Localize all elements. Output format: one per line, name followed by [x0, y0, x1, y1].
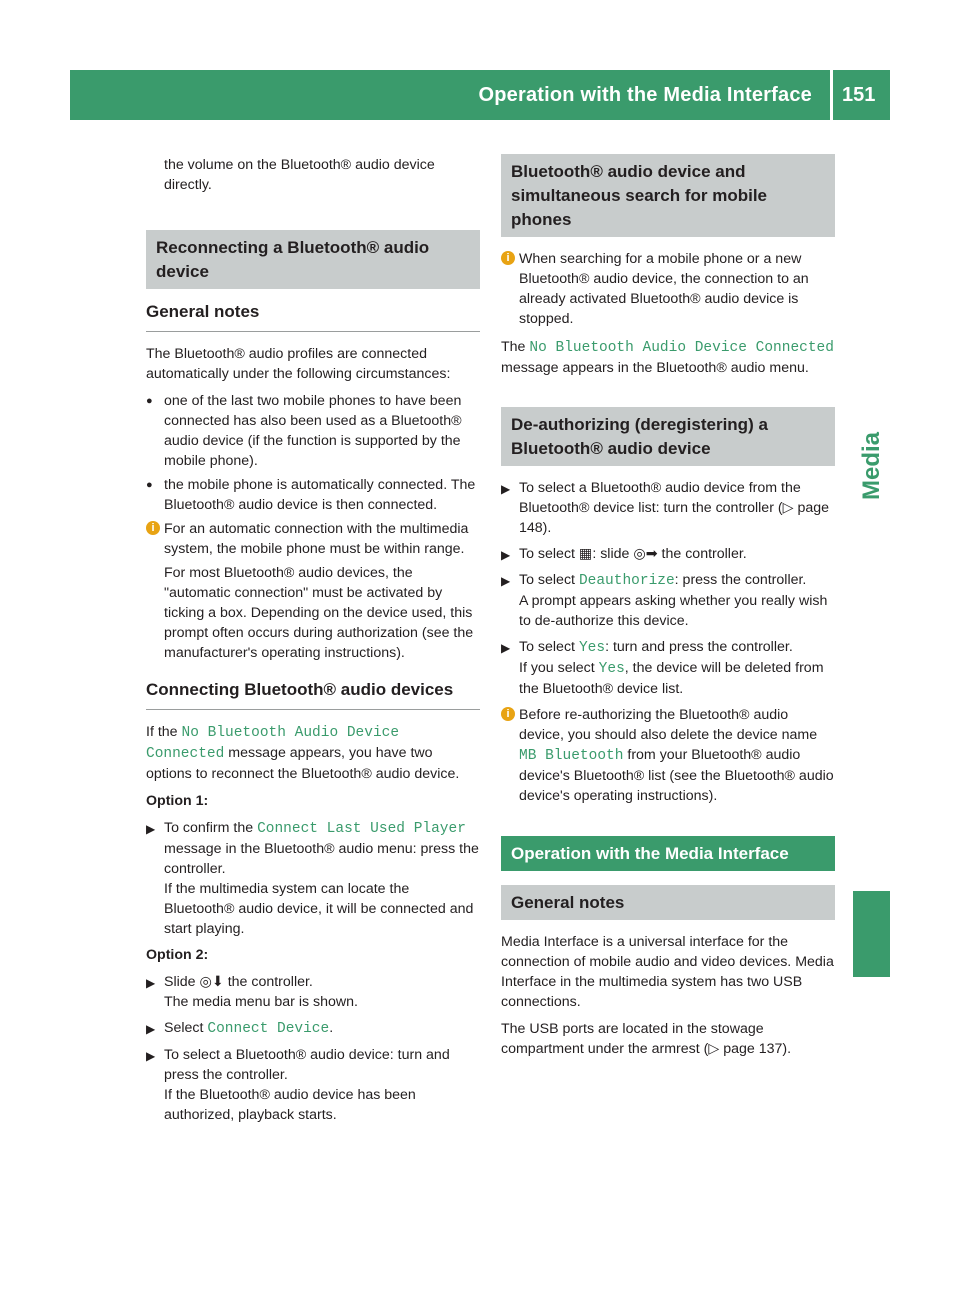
- step-result: [519, 658, 835, 699]
- step-item: [146, 972, 480, 1012]
- header-divider: [830, 70, 833, 120]
- subhead-general-notes: General notes: [146, 301, 480, 332]
- text-fragment: Before re-authorizing the Bluetooth® audio device, you should also delete the device name: [519, 707, 818, 743]
- option-label: Option 1:: [146, 793, 209, 809]
- section-deauthorizing: De-authorizing (deregistering) a Bluetooth® audio device: [501, 407, 835, 466]
- info-icon: i: [501, 251, 515, 265]
- right-column: [501, 154, 835, 1066]
- text-fragment: message appears in the Bluetooth® audio menu.: [501, 360, 809, 376]
- menu-item-name: Yes: [578, 640, 606, 656]
- text-fragment: : turn and press the controller.: [605, 639, 793, 655]
- info-icon: i: [501, 707, 515, 721]
- bullet-icon: ●: [146, 395, 153, 407]
- text-fragment: message in the Bluetooth® audio menu: press the controller.: [164, 841, 479, 877]
- text-fragment: Select: [164, 1020, 204, 1036]
- step-result: A prompt appears asking whether you really wish to de-authorize this device.: [519, 593, 828, 629]
- subhead-connecting: Connecting Bluetooth® audio devices: [146, 679, 480, 710]
- connecting-text: [146, 722, 480, 784]
- left-column: [146, 155, 480, 1131]
- step-item: [501, 570, 835, 631]
- info-text: When searching for a mobile phone or a new Bluetooth® audio device, the connection to an already activated Bluetooth® audio device is stopped.: [519, 251, 809, 327]
- page-number: 151: [842, 84, 876, 106]
- message-name: No Bluetooth Audio Device Connected: [529, 340, 834, 356]
- section-reconnecting: Reconnecting a Bluetooth® audio device: [146, 230, 480, 289]
- media-interface-text: Media Interface is a universal interface for the connection of mobile audio and video devices. Media Interface in the multimedia system has two USB connections.: [501, 934, 834, 1010]
- text-fragment: : press the controller.: [674, 572, 807, 588]
- text-fragment: message appears, you have two options to reconnect the Bluetooth® audio device.: [146, 745, 460, 782]
- text-fragment: , the device will be deleted from the Bluetooth® device list.: [519, 660, 824, 697]
- step-arrow-icon: ▶: [501, 574, 511, 588]
- list-item-text: one of the last two mobile phones to have been connected has also been used as a Bluetooth® audio device (if the function is supported by the mobile phone).: [164, 393, 462, 469]
- text-fragment: The: [501, 339, 526, 355]
- section-general-notes: General notes: [501, 885, 835, 920]
- message-name: No Bluetooth Audio Device Connected: [146, 725, 400, 762]
- info-note: [146, 519, 480, 663]
- info-note: [501, 249, 835, 329]
- intro-text: the volume on the Bluetooth® audio device directly.: [164, 157, 435, 193]
- general-notes-text: The Bluetooth® audio profiles are connected automatically under the following circumstances:: [146, 346, 451, 382]
- step-item: [146, 1018, 480, 1039]
- page-header-title: Operation with the Media Interface: [478, 84, 812, 106]
- info-text: For an automatic connection with the multimedia system, the mobile phone must be within range.: [164, 521, 469, 557]
- step-text: Slide ◎⬇ the controller.: [164, 974, 313, 990]
- step-arrow-icon: ▶: [146, 822, 156, 836]
- text-fragment: To confirm the: [164, 820, 254, 836]
- text-fragment: from your Bluetooth® audio device's Bluetooth® list (see the Bluetooth® audio device's operating instructions).: [519, 747, 834, 804]
- text-fragment: If the: [146, 724, 178, 740]
- step-result: If the multimedia system can locate the Bluetooth® audio device, it will be connected and start playing.: [164, 881, 474, 937]
- step-arrow-icon: ▶: [146, 976, 156, 990]
- text-fragment: To select: [519, 572, 575, 588]
- text-fragment: .: [329, 1020, 334, 1036]
- bullet-icon: ●: [146, 479, 153, 491]
- usb-ports-text: The USB ports are located in the stowage compartment under the armrest (▷ page 137).: [501, 1021, 792, 1057]
- message-name: Connect Last Used Player: [257, 821, 466, 837]
- list-item: [146, 475, 480, 515]
- step-arrow-icon: ▶: [501, 548, 511, 562]
- step-item: [146, 1045, 480, 1125]
- side-tab-marker: [853, 891, 890, 977]
- step-result: If the Bluetooth® audio device has been authorized, playback starts.: [164, 1087, 416, 1123]
- step-arrow-icon: ▶: [501, 482, 511, 496]
- step-item: [501, 544, 835, 564]
- menu-item-name: Connect Device: [207, 1021, 330, 1037]
- info-note: [501, 705, 835, 806]
- section-operation-media-interface: Operation with the Media Interface: [501, 836, 835, 871]
- list-item-text: the mobile phone is automatically connected. The Bluetooth® audio device is then connected.: [164, 477, 476, 513]
- option-label: Option 2:: [146, 947, 209, 963]
- step-arrow-icon: ▶: [146, 1022, 156, 1036]
- step-result: The media menu bar is shown.: [164, 994, 358, 1010]
- step-item: [146, 818, 480, 939]
- step-text: To select a Bluetooth® audio device: turn and press the controller.: [164, 1047, 450, 1083]
- text-fragment: If you select: [519, 660, 595, 676]
- step-text: To select a Bluetooth® audio device from the Bluetooth® device list: turn the controller (▷ page 148).: [519, 480, 830, 536]
- device-name: MB Bluetooth: [519, 748, 624, 764]
- info-icon: i: [146, 521, 160, 535]
- simultaneous-text: [501, 337, 835, 378]
- step-arrow-icon: ▶: [501, 641, 511, 655]
- step-item: [501, 478, 835, 538]
- side-tab-text: Media: [858, 431, 885, 500]
- text-fragment: To select: [519, 639, 575, 655]
- step-item: [501, 637, 835, 699]
- info-text: For most Bluetooth® audio devices, the "automatic connection" must be activated by ticking a box. Depending on the device used, this prompt often occurs during authorization (see the manufacturer's operating instructions).: [164, 565, 474, 661]
- step-arrow-icon: ▶: [146, 1049, 156, 1063]
- menu-item-name: Yes: [598, 661, 625, 677]
- list-item: [146, 391, 480, 471]
- menu-item-name: Deauthorize: [578, 573, 675, 589]
- section-simultaneous-search: Bluetooth® audio device and simultaneous search for mobile phones: [501, 154, 835, 237]
- step-text: To select ▦: slide ◎➡ the controller.: [519, 546, 747, 562]
